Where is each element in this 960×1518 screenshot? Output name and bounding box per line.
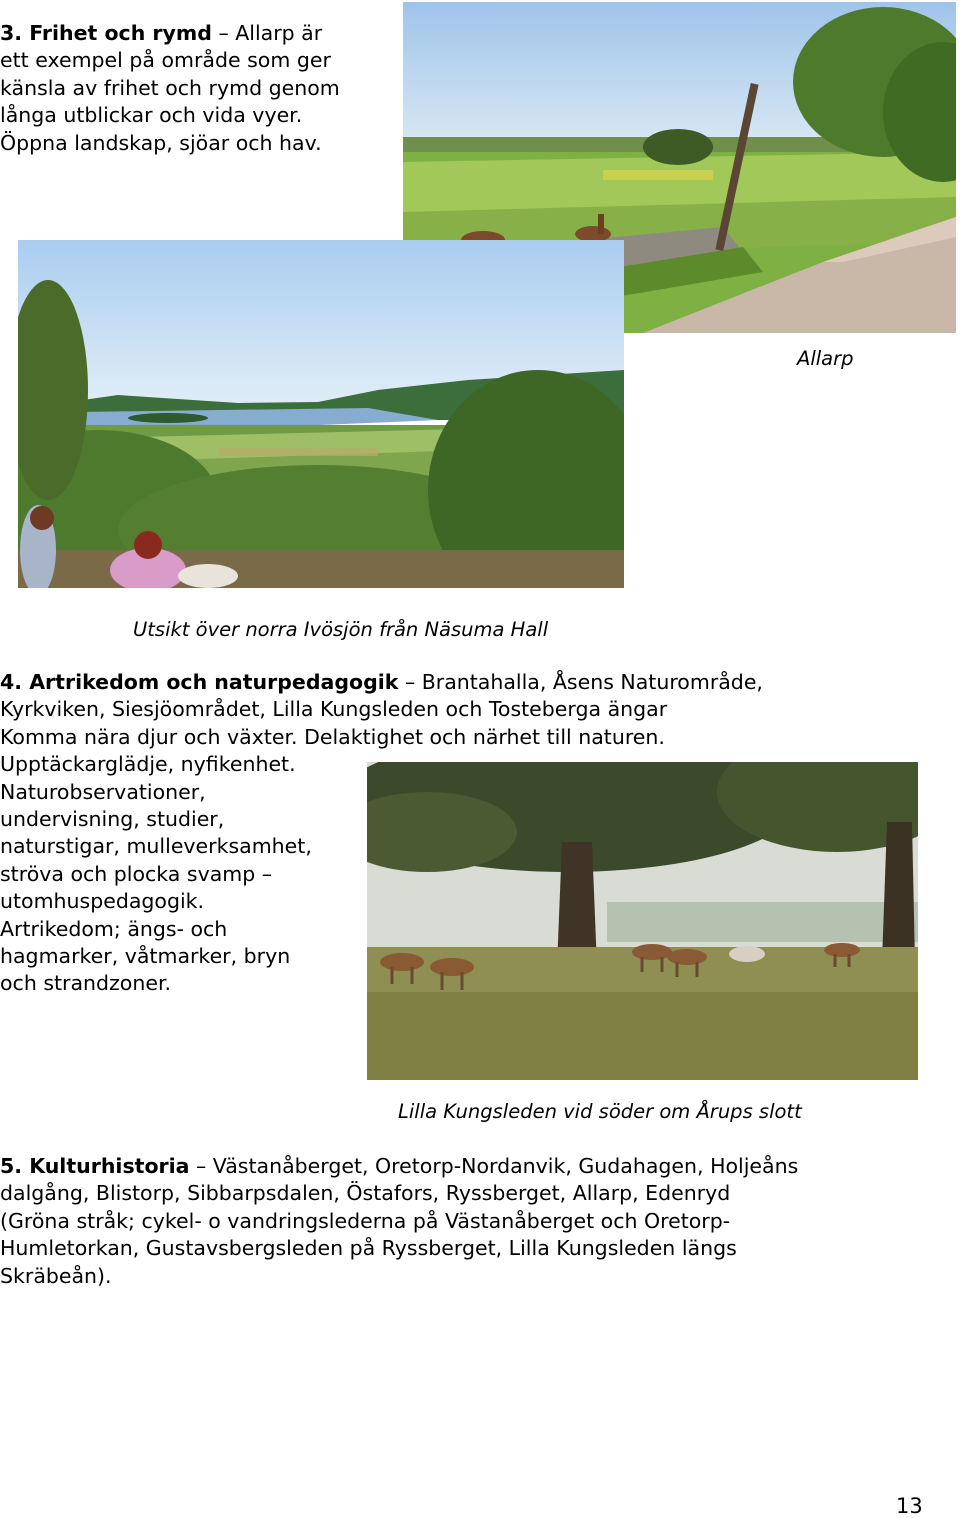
section-3-heading: 3. Frihet och rymd (0, 21, 212, 45)
section-3-line: långa utblickar och vida vyer. (0, 103, 303, 128)
caption-allarp: Allarp (797, 347, 854, 370)
section-4-line: Komma nära djur och växter. Delaktighet och närhet till naturen. (0, 724, 665, 749)
caption-ivosjon: Utsikt över norra Ivösjön från Näsuma Hall (133, 618, 549, 641)
section-5-line: – Västanåberget, Oretorp-Nordanvik, Gudahagen, Holjeåns (189, 1154, 799, 1178)
section-3-line: – Allarp är (211, 21, 323, 45)
section-5-line: dalgång, Blistorp, Sibbarpsdalen, Östafors, Ryssberget, Allarp, Edenryd (0, 1181, 731, 1206)
section-5-line: (Gröna stråk; cykel- o vandringslederna på Västanåberget och Oretorp- (0, 1208, 731, 1233)
caption-kungsleden: Lilla Kungsleden vid söder om Årups slott (398, 1100, 802, 1123)
page-number: 13 (896, 1494, 923, 1518)
section-4-line: hagmarker, våtmarker, bryn (0, 944, 291, 969)
section-5-line: Skräbeån). (0, 1263, 112, 1288)
section-4-line: och strandzoner. (0, 971, 172, 996)
section-5-paragraph (0, 1153, 798, 1290)
section-4-heading: 4. Artrikedom och naturpedagogik (0, 670, 399, 694)
section-4-line: Artrikedom; ängs- och (0, 916, 228, 941)
section-3-line: ett exempel på område som ger (0, 48, 331, 73)
ivosjon-photo (18, 240, 624, 588)
section-3-line: Öppna landskap, sjöar och hav. (0, 130, 322, 155)
section-4-line: Upptäckarglädje, nyfikenhet. (0, 752, 296, 777)
section-4-line: Naturobservationer, (0, 779, 206, 804)
section-4-line: undervisning, studier, (0, 807, 225, 832)
section-3-line: känsla av frihet och rymd genom (0, 75, 340, 100)
section-4-line: Kyrkviken, Siesjöområdet, Lilla Kungsleden och Tosteberga ängar (0, 697, 668, 722)
section-4-line: ströva och plocka svamp – (0, 861, 273, 886)
section-5-heading: 5. Kulturhistoria (0, 1154, 190, 1178)
section-4-line: naturstigar, mulleverksamhet, (0, 834, 312, 859)
section-4-line: – Brantahalla, Åsens Naturområde, (398, 670, 763, 694)
kungsleden-deer-photo (367, 762, 918, 1080)
section-3-paragraph (0, 20, 340, 157)
section-4-line: utomhuspedagogik. (0, 889, 205, 914)
section-5-line: Humletorkan, Gustavsbergsleden på Ryssberget, Lilla Kungsleden längs (0, 1236, 737, 1261)
